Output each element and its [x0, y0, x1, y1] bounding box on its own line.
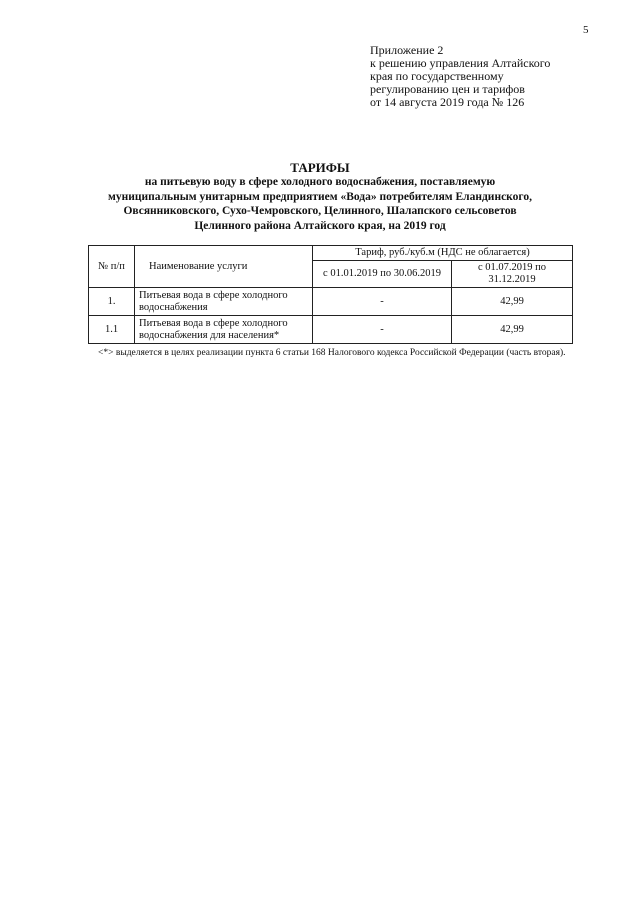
header-period-2: с 01.07.2019 по 31.12.2019 — [452, 261, 573, 288]
row-num: 1.1 — [89, 316, 135, 344]
appendix-line: от 14 августа 2019 года № 126 — [370, 95, 525, 109]
appendix-line: к решению управления Алтайского — [370, 56, 551, 70]
header-period-1: с 01.01.2019 по 30.06.2019 — [313, 261, 452, 288]
header-num: № п/п — [89, 246, 135, 288]
title-line: Целинного района Алтайского края, на 2019 год — [194, 219, 446, 232]
row-tariff-period-1: - — [313, 288, 452, 316]
row-tariff-period-1: - — [313, 316, 452, 344]
document-title — [0, 161, 640, 233]
title-line: на питьевую воду в сфере холодного водоснабжения, поставляемую — [144, 176, 496, 188]
tariff-table — [88, 245, 573, 344]
footnote: <*> выделяется в целях реализации пункта 6 статьи 168 Налогового кодекса Российской Федерации (часть вторая). — [98, 348, 566, 358]
row-tariff-period-2: 42,99 — [452, 316, 573, 344]
title-line: Овсянниковского, Сухо-Чемровского, Целинного, Шалапского сельсоветов — [123, 205, 517, 217]
page-number: 5 — [583, 24, 589, 36]
table-header-row — [89, 246, 573, 261]
header-tariff-group: Тариф, руб./куб.м (НДС не облагается) — [313, 246, 573, 261]
row-service: Питьевая вода в сфере холодного водоснабжения — [135, 288, 313, 316]
appendix-line: регулированию цен и тарифов — [370, 82, 525, 96]
title-main: ТАРИФЫ — [290, 160, 350, 175]
row-service: Питьевая вода в сфере холодного водоснабжения для населения* — [135, 316, 313, 344]
appendix-line: края по государственному — [370, 69, 504, 83]
appendix-block — [370, 44, 550, 109]
row-num: 1. — [89, 288, 135, 316]
table-row — [89, 288, 573, 316]
row-tariff-period-2: 42,99 — [452, 288, 573, 316]
title-line: муниципальным унитарным предприятием «Вода» потребителям Еландинского, — [108, 190, 532, 203]
header-service: Наименование услуги — [135, 246, 313, 288]
table-row — [89, 316, 573, 344]
appendix-line: Приложение 2 — [370, 43, 444, 57]
